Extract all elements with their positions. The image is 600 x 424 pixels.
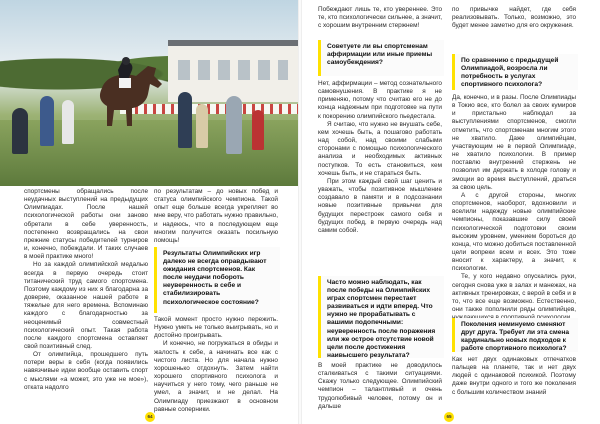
paragraph: От олимпийца, прошедшего путь потери веры в себя (когда появились навязчивые идеи вообще оставить спорт с мыслями «а может, это уже не мое»), откатa надолго <box>24 351 148 391</box>
paragraph: Как нет двух одинаковых отпечатков пальцев на планете, так и нет двух людей с одинаковой психикой. Поэтому даже внутри одного и того же поколения с большим количеством знаний <box>452 356 576 396</box>
person-figure <box>62 100 74 144</box>
right-col-3-bottom <box>318 362 442 420</box>
right-col-4-bottom <box>452 356 576 420</box>
paragraph: Да, конечно, и в разы. После Олимпиады в Токио все, кто болел за своих кумиров и пристально наблюдал за выступлениями спортсменов, смогли отметить, что спортсменам многим этого не хватило. Даже олимпийцам, участвующим не в первой Олимпиаде, не хватило психологии. В пример поставлю внутренний стержень не позволил им держать в холоде голову и эмоции во время выступлений, драться за свою цель. <box>452 94 576 191</box>
paragraph: Побеждают лишь те, кто увереннее. Это те, кто психологически сильнее, а значит, с хорошим внутренним стержнем! <box>318 6 442 30</box>
paragraph: Такой момент просто нужно пережить. Нужно уметь не только выигрывать, но и достойно проигрывать. <box>154 316 278 340</box>
question-box <box>452 318 578 352</box>
right-col-3-mid <box>318 80 442 276</box>
paragraph: При этом каждый свой шаг ценить и уважать, чтобы позитивное мышление создавало в памяти и в подсознании новые позитивные привычки для будущих перестроек самого себя и будущих побед, в первую очередь над самим собой. <box>318 177 442 234</box>
question-box <box>452 54 578 90</box>
paragraph: спортсмены обращались после неудачных выступлений на предыдущих Олимпиадах. После нашей психологической работы они заново обретали в себе уверенность, постепенно возвращались на свои прежние статусы победителей турниров и, конечно, побеждали. И таких случаев в моей практике много! <box>24 188 148 261</box>
paragraph: Я считаю, что нужно не внушать себе, кем хочешь быть, а пошагово работать над собой, над своими слабыми сторонами с помощью психологического анализа и необходимых активных поступков. То есть становиться, кем хочешь быть, и не стараться быть. <box>318 120 442 177</box>
question-text: Часто можно наблюдать, как после победы на Олимпийских играх спортсмен перестает развиваться и идти вперед. Что нужно не прорабатывать с вашими подопечными: неуверенность после поражения или же острое отсутствие новой цели после достижения наивысшего результата? <box>327 279 436 359</box>
paragraph: Те, у кого недавно опускались руки, сегодня снова уже в залах и манежах, на активных тренировках, с верой в себя и в то, что все еще возможно. Естественно, они также пополнили ряды олимпийцев, <box>452 273 576 314</box>
paragraph: по привычке найдет, где себя реализовывать. Только, возможно, это будет менее заметно для его окружения. <box>452 6 576 30</box>
paragraph: А с другой стороны, многих спортсменов, наоборот, вдохновили и вселили надежду новые олимпийские чемпионы, показавшие силу своей психологической подготовки своим высоким уровнем, умением бороться до конца, что можно добиться поставленной цели вопреки всем и всех. Это тоже вносит к характеру, а значит, к психологии. <box>452 191 576 273</box>
left-col-1 <box>24 188 148 420</box>
person-figure <box>12 108 28 154</box>
person-figure <box>178 92 192 148</box>
right-col-4-top <box>452 6 576 50</box>
paragraph: Нет, аффирмации – метод сознательного самовнушения. В практике я не применяю, потому что считаю его не до конца надежным при подготовке на пути к покорению олимпийского пьедестала. <box>318 80 442 120</box>
paragraph: И конечно, не погружаться в обиды и жалость к себе, а начинать все как с чистого листа. Но для начала нужно хорошенько отдохнуть. Затем найти хорошего спортивного психолога и научиться у него тому, чего раньше не умел, а значит, и не делал. На Олимпиаду приезжают в основном равные соперники. <box>154 340 278 413</box>
right-col-4-mid <box>452 94 576 314</box>
page-gutter <box>298 0 302 424</box>
question-text: Поколения неминуемо сменяют друг друга. Требует ли эта смена кардинально новых подходов к работе спортивного психолога? <box>461 321 570 353</box>
equestrian-photo <box>0 0 298 186</box>
person-figure <box>252 110 264 150</box>
question-text: Советуете ли вы спортсменам аффирмации или иные приемы самоубеждения? <box>327 43 433 67</box>
paragraph: Но за каждой олимпийской медалью всегда в первую очередь стоит титанический труд самого спортсмена. Поэтому каждому из них я благодарна за доверие, оказанное нашей работе в тяжелые для него времена. Вспоминаю каждого с благодарностью за неоценимый совместный психологический опыт. Такая работа после каждого спортсмена оставляет свой позитивный след. <box>24 261 148 350</box>
paragraph: В моей практике не доводилось сталкиваться с такими ситуациями. Скажу только следующее. Олимпийский чемпион – талантливый и очень трудолюбивый человек, потому он и дальше <box>318 362 442 410</box>
question-text: Результаты Олимпийских игр далеко не всегда оправдывают ожидания спортсменов. Как после неудачи побороть неуверенность в себе и стабилизировать психологическое состояние? <box>163 250 267 306</box>
question-box <box>318 276 444 358</box>
page-number-left: 64 <box>145 412 155 422</box>
person-figure <box>196 104 208 148</box>
question-box <box>318 40 444 76</box>
person-figure <box>226 96 242 154</box>
question-box <box>154 247 280 313</box>
question-text: По сравнению с предыдущей Олимпиадой, возросла ли потребность в услугах спортивного психолога? <box>461 57 559 89</box>
page-number-right: 65 <box>444 412 454 422</box>
left-col-2-bottom <box>154 316 278 420</box>
person-figure <box>40 96 54 146</box>
paragraph: по результатам – до новых побед и статуса олимпийского чемпиона. Такой опыт еще больше всегда укрепляет во мне веру, что работать нужно правильно, и надеюсь, что в последующем еще многим получится оказать посильную помощь! <box>154 188 278 244</box>
horse-figure <box>92 58 170 128</box>
right-col-3-top <box>318 6 442 40</box>
left-col-2-top <box>154 188 278 246</box>
